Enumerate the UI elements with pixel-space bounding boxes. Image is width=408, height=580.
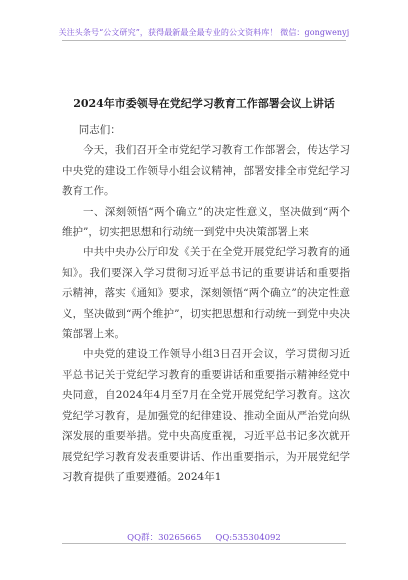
- document-body: [62, 120, 350, 487]
- footer-contact: [0, 531, 408, 543]
- paragraph: 今天，我们召开全市党纪学习教育工作部署会，传达学习中央党的建设工作领导小组会议精神，部署安排全市党纪学习教育工作。: [62, 144, 350, 198]
- qq-number: QQ:535304092: [215, 533, 281, 543]
- document-title: 2024年市委领导在党纪学习教育工作部署会议上讲话: [73, 97, 335, 110]
- section-heading: 一、深刻领悟“两个确立”的决定性意义，坚决做到“两个维护”，切实把思想和行动统一到党中央决策部署上来: [62, 205, 350, 239]
- paragraph: 中共中央办公厅印发《关于在全党开展党纪学习教育的通知》。我们要深入学习贯彻习近平总书记的重要讲话和重要指示精神，落实《通知》要求，深刻领悟“两个确立”的决定性意义，坚决做到“两个维护”，切实把思想和行动统一到党中央决策部署上来。: [62, 246, 350, 341]
- salutation: 同志们：: [78, 124, 121, 136]
- footer-divider: [62, 543, 346, 544]
- qq-group-number: QQ群：30265665: [127, 533, 202, 543]
- header-banner: 关注头条号“公文研究”，获得最新最全最专业的公文资料库！ 微信：gongwenyj: [58, 28, 350, 37]
- paragraph: 中央党的建设工作领导小组3日召开会议，学习贯彻习近平总书记关于党纪学习教育的重要讲话和重要指示精神经党中央同意，自2024年4月至7月在全党开展党纪学习教育。这次党纪学习教育，是加强党的纪律建设、推动全面从严治党向纵深发展的重要举措。党中央高度重视，习近平总书记多次就开展党纪学习教育发表重要讲话、作出重要指示，为开展党纪学习教育提供了重要遵循。2024年1: [62, 348, 350, 483]
- header-divider: [62, 40, 346, 41]
